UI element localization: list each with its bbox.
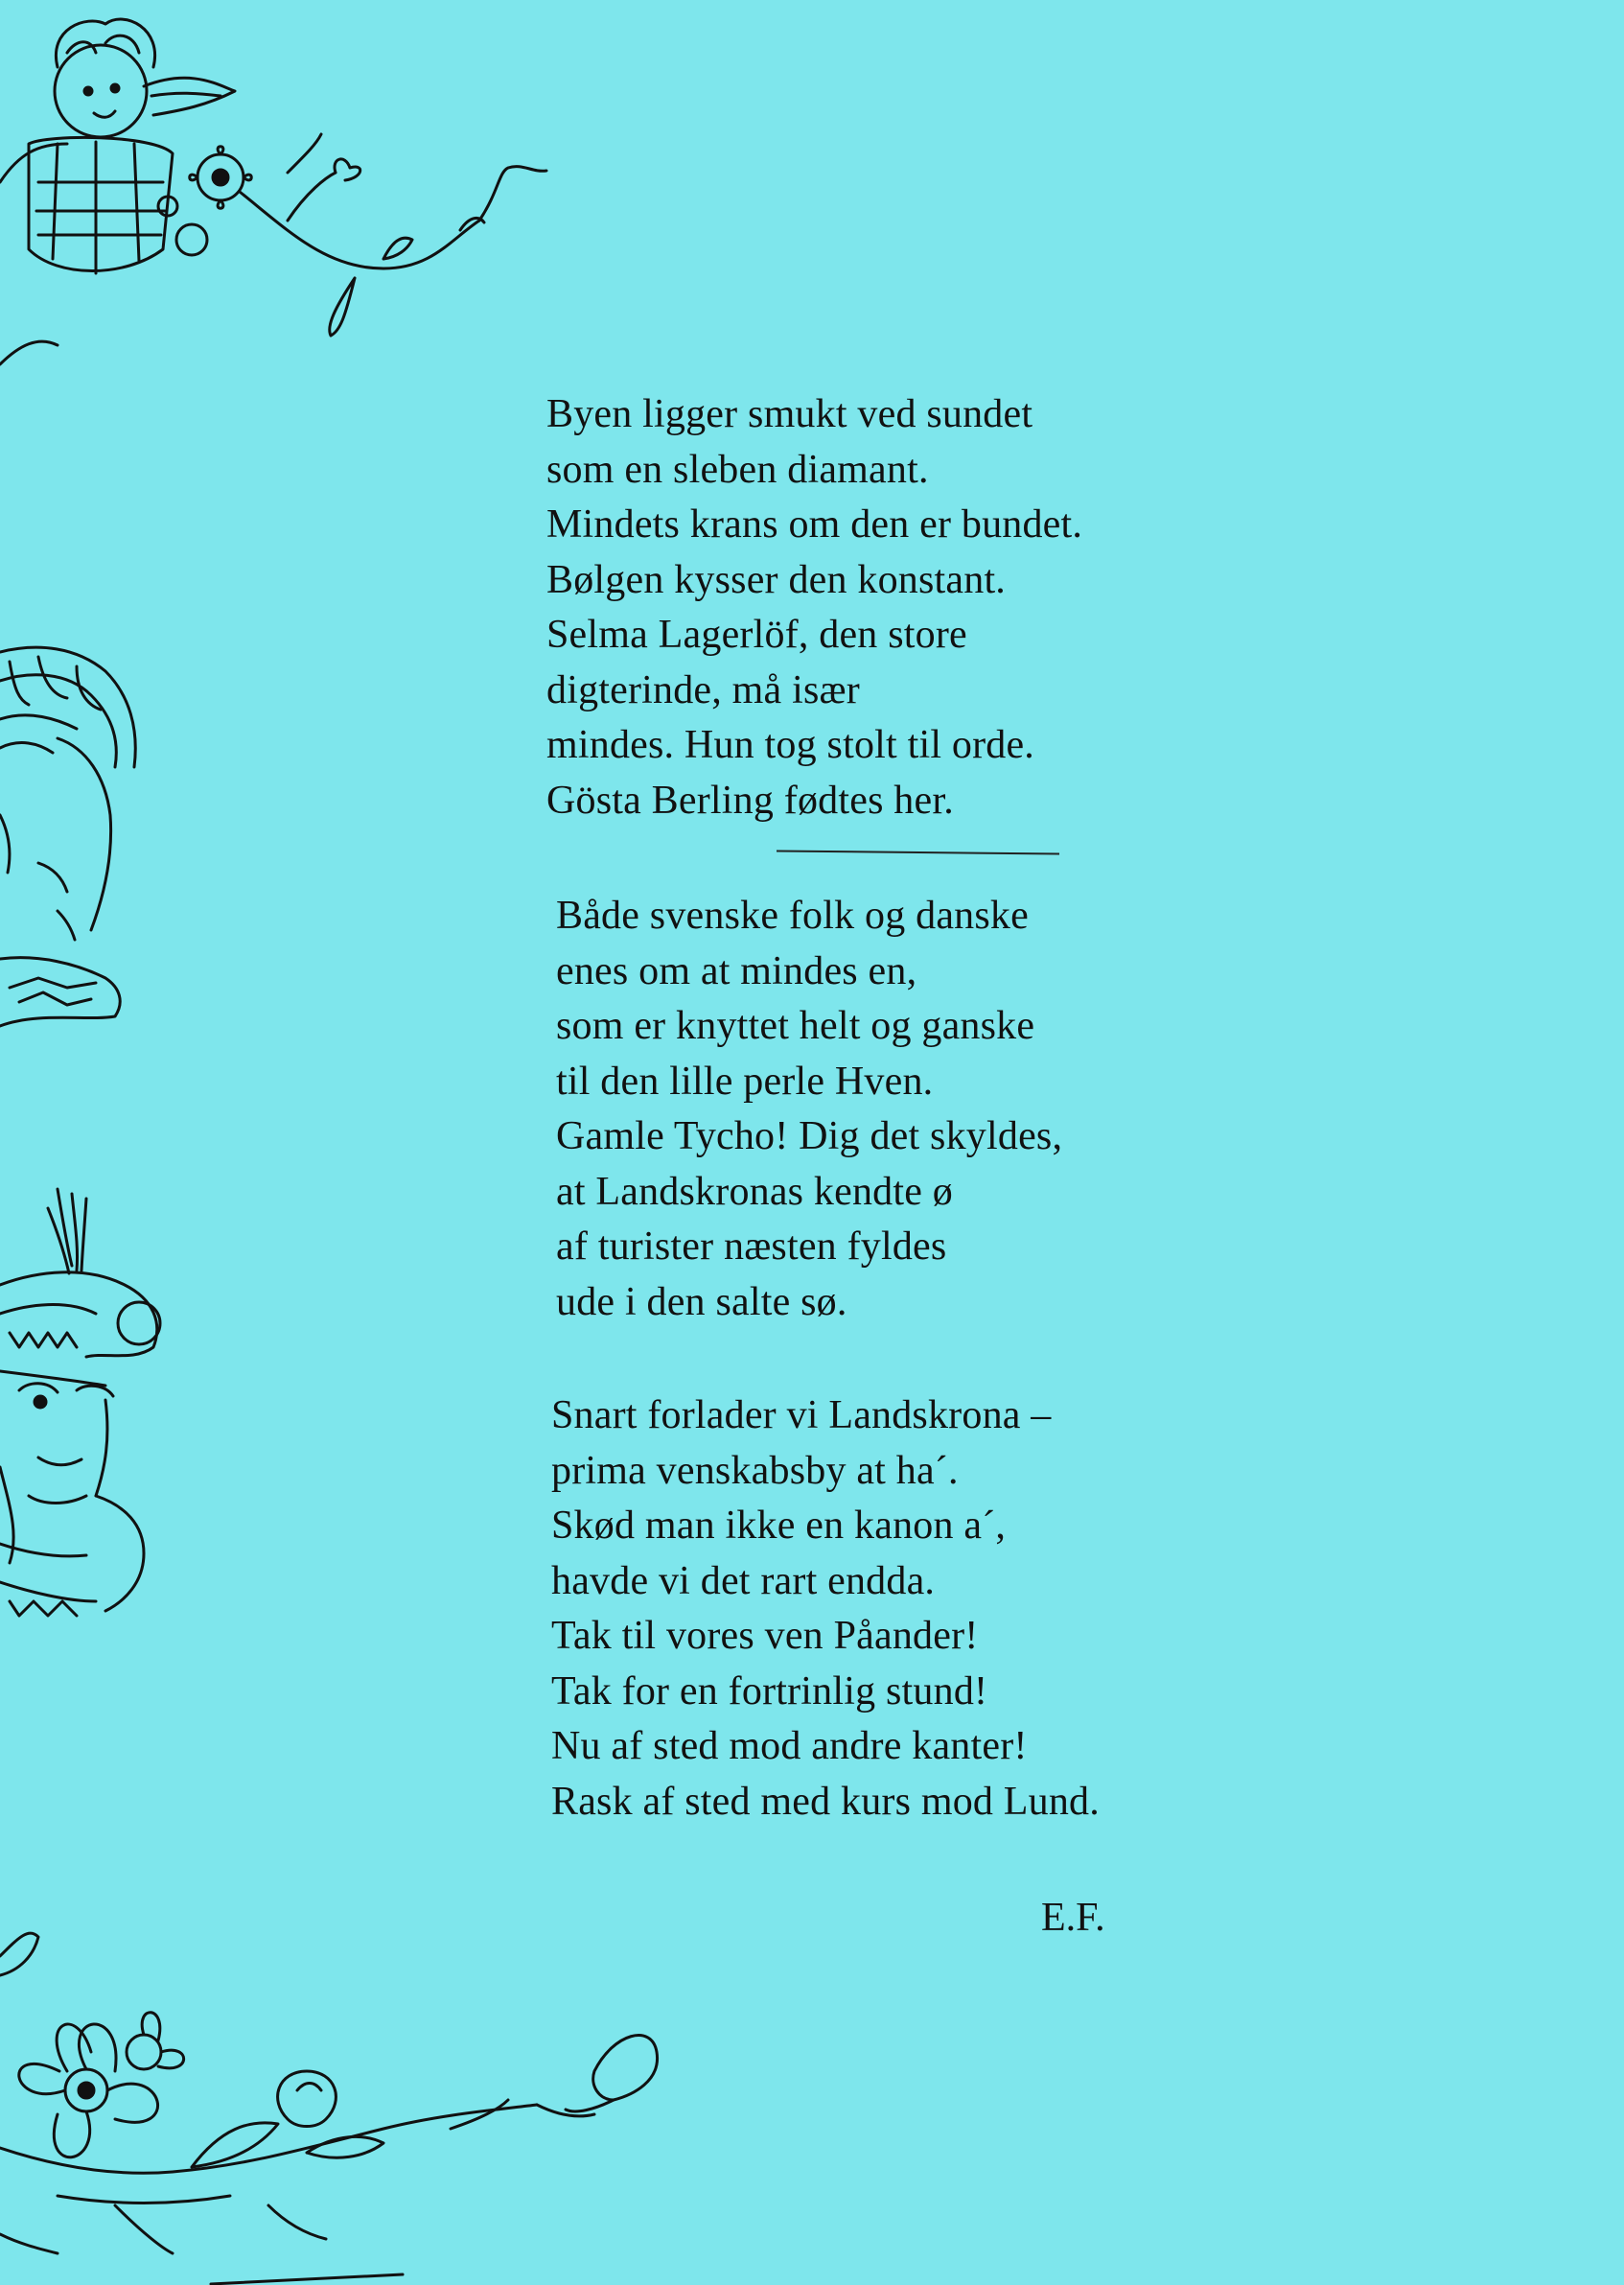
- poem-line: Bølgen kysser den konstant.: [546, 557, 1007, 602]
- poem-line: Skød man ikke en kanon a´,: [551, 1504, 1007, 1548]
- poem-line: Selma Lagerlöf, den store: [546, 613, 967, 657]
- poem-line: Byen ligger smukt ved sundet: [546, 392, 1033, 436]
- stanza-1: [546, 387, 1082, 828]
- poem-line: af turister næsten fyldes: [556, 1224, 947, 1269]
- poem-line: Gamle Tycho! Dig det skyldes,: [556, 1114, 1063, 1158]
- poem-line: Rask af sted med kurs mod Lund.: [551, 1779, 1100, 1824]
- poem-line: Tak for en fortrinlig stund!: [551, 1668, 988, 1714]
- poem-line: Tak til vores ven Påander!: [551, 1614, 979, 1658]
- poem-line: at Landskronas kendte ø: [556, 1169, 953, 1214]
- poem-line: ude i den salte sø.: [556, 1279, 847, 1324]
- signature: E.F.: [1041, 1896, 1105, 1940]
- stanza-2: [556, 889, 1062, 1330]
- poem-line: prima venskabsby at ha´.: [551, 1448, 959, 1493]
- stanza-divider: [777, 850, 1059, 854]
- poem-line: Gösta Berling fødtes her.: [546, 778, 954, 823]
- stanza-3: [551, 1388, 1100, 1830]
- poem-line: Både svenske folk og danske: [556, 894, 1029, 938]
- poem-line: Snart forlader vi Landskrona –: [551, 1393, 1052, 1437]
- poem-line: Nu af sted mod andre kanter!: [551, 1724, 1028, 1768]
- poem-line: digterinde, må især: [546, 667, 860, 712]
- poem-line: Mindets krans om den er bundet.: [546, 502, 1083, 547]
- poem-line: som en sleben diamant.: [546, 447, 929, 492]
- poem-line: til den lille perle Hven.: [556, 1059, 934, 1104]
- poem-line: mindes. Hun tog stolt til orde.: [546, 723, 1035, 767]
- poem-line: som er knyttet helt og ganske: [556, 1004, 1035, 1048]
- poem-line: havde vi det rart endda.: [551, 1558, 936, 1603]
- poem-line: enes om at mindes en,: [556, 948, 917, 993]
